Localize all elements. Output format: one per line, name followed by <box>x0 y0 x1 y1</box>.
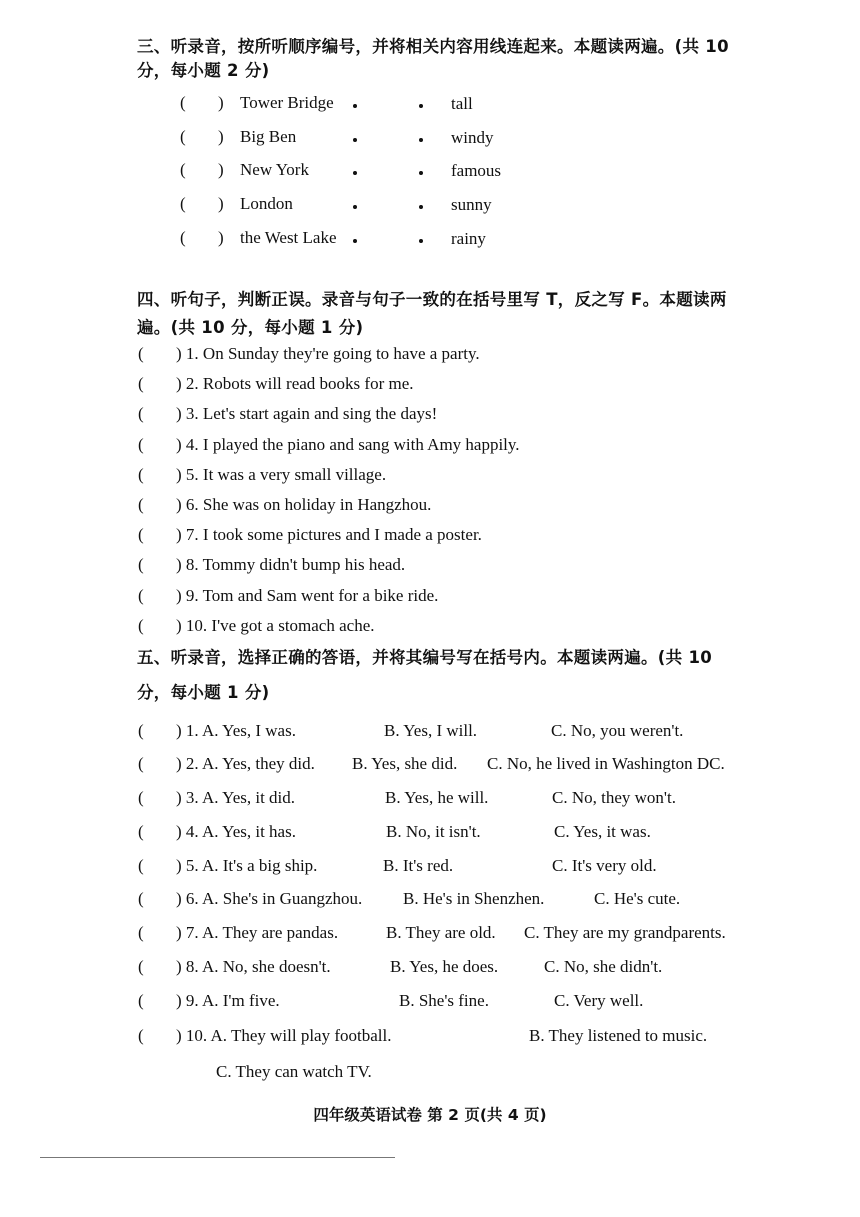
option-b: B. Yes, she did. <box>352 754 458 773</box>
matching-dot-right[interactable] <box>419 171 423 175</box>
option-c: C. Yes, it was. <box>554 822 651 841</box>
section4-title-line2: 遍。(共 10 分，每小题 1 分) <box>137 318 364 337</box>
question-text: ) 7. I took some pictures and I made a poster. <box>176 525 482 544</box>
matching-right-item: sunny <box>451 195 492 214</box>
matching-right-item: tall <box>451 94 473 113</box>
answer-paren-open[interactable]: ( <box>138 889 144 908</box>
answer-paren-open[interactable]: ( <box>138 788 144 807</box>
matching-left-item: London <box>240 194 293 213</box>
matching-right-item: famous <box>451 161 502 180</box>
option-b: B. Yes, he does. <box>390 957 499 976</box>
option-a: ) 1. A. Yes, I was. <box>176 721 296 740</box>
matching-dot-left[interactable] <box>353 171 357 175</box>
matching-dot-left[interactable] <box>353 138 357 142</box>
answer-paren-open[interactable]: ( <box>138 1026 144 1045</box>
option-c: C. It's very old. <box>552 856 657 875</box>
answer-paren-open[interactable]: ( <box>138 957 144 976</box>
question-text: ) 8. Tommy didn't bump his head. <box>176 555 406 574</box>
answer-paren-open: ( <box>180 127 186 146</box>
answer-paren-open[interactable]: ( <box>138 616 144 635</box>
matching-left-item: Big Ben <box>240 127 297 146</box>
matching-dot-right[interactable] <box>419 138 423 142</box>
option-b: B. No, it isn't. <box>386 822 481 841</box>
option-c: C. No, you weren't. <box>551 721 684 740</box>
matching-dot-right[interactable] <box>419 205 423 209</box>
option-c: C. Very well. <box>554 991 644 1010</box>
option-b: B. It's red. <box>383 856 454 875</box>
option-a: ) 3. A. Yes, it did. <box>176 788 296 807</box>
question-text: ) 5. It was a very small village. <box>176 465 387 484</box>
section5-title-line1: 五、听录音，选择正确的答语，并将其编号写在括号内。本题读两遍。(共 10 <box>137 648 713 667</box>
question-text: ) 2. Robots will read books for me. <box>176 374 414 393</box>
section4-title-line1: 四、听句子，判断正误。录音与句子一致的在括号里写 T，反之写 F。本题读两 <box>137 290 727 309</box>
option-b: B. He's in Shenzhen. <box>403 889 545 908</box>
option-b: B. They are old. <box>386 923 496 942</box>
matching-left-item: New York <box>240 160 309 179</box>
question-text: ) 3. Let's start again and sing the days! <box>176 404 438 423</box>
option-b: B. They listened to music. <box>529 1026 708 1045</box>
answer-paren-open[interactable]: ( <box>138 344 144 363</box>
question-text: ) 10. I've got a stomach ache. <box>176 616 375 635</box>
answer-paren-open[interactable]: ( <box>138 991 144 1010</box>
option-a: ) 4. A. Yes, it has. <box>176 822 296 841</box>
matching-dot-left[interactable] <box>353 239 357 243</box>
option-a: ) 7. A. They are pandas. <box>176 923 339 942</box>
option-b: B. Yes, I will. <box>384 721 478 740</box>
answer-paren-close: ) <box>218 228 224 247</box>
matching-dot-left[interactable] <box>353 205 357 209</box>
answer-paren-close: ) <box>218 127 224 146</box>
answer-paren-open: ( <box>180 93 186 112</box>
option-c: C. They are my grandparents. <box>524 923 726 942</box>
answer-paren-open[interactable]: ( <box>138 721 144 740</box>
answer-paren-open: ( <box>180 228 186 247</box>
option-c: C. No, she didn't. <box>544 957 663 976</box>
section5-title-line2: 分，每小题 1 分) <box>137 683 270 702</box>
matching-dot-right[interactable] <box>419 239 423 243</box>
answer-paren-open[interactable]: ( <box>138 923 144 942</box>
answer-paren-close: ) <box>218 93 224 112</box>
option-c: C. No, he lived in Washington DC. <box>487 754 725 773</box>
answer-paren-close: ) <box>218 194 224 213</box>
answer-paren-open[interactable]: ( <box>138 495 144 514</box>
answer-paren-open[interactable]: ( <box>138 754 144 773</box>
page-footer: 四年级英语试卷 第 2 页(共 4 页) <box>313 1106 547 1124</box>
option-b: B. She's fine. <box>399 991 489 1010</box>
section3-title-line1: 三、听录音，按所听顺序编号，并将相关内容用线连起来。本题读两遍。(共 10 <box>137 37 729 56</box>
option-a: ) 10. A. They will play football. <box>176 1026 392 1045</box>
answer-paren-close: ) <box>218 160 224 179</box>
section3-title-line2: 分，每小题 2 分) <box>137 61 270 80</box>
answer-paren-open[interactable]: ( <box>138 555 144 574</box>
matching-dot-left[interactable] <box>353 104 357 108</box>
option-c: C. They can watch TV. <box>216 1062 372 1081</box>
question-text: ) 4. I played the piano and sang with Amy happily. <box>176 435 520 454</box>
answer-paren-open[interactable]: ( <box>138 404 144 423</box>
option-b: B. Yes, he will. <box>385 788 489 807</box>
answer-paren-open[interactable]: ( <box>138 435 144 454</box>
answer-paren-open[interactable]: ( <box>138 465 144 484</box>
matching-left-item: Tower Bridge <box>240 93 334 112</box>
option-c: C. He's cute. <box>594 889 681 908</box>
option-a: ) 9. A. I'm five. <box>176 991 280 1010</box>
option-a: ) 2. A. Yes, they did. <box>176 754 315 773</box>
matching-right-item: windy <box>451 128 494 147</box>
matching-left-item: the West Lake <box>240 228 337 247</box>
option-a: ) 6. A. She's in Guangzhou. <box>176 889 363 908</box>
matching-right-item: rainy <box>451 229 486 248</box>
answer-paren-open[interactable]: ( <box>138 374 144 393</box>
answer-paren-open[interactable]: ( <box>138 822 144 841</box>
question-text: ) 6. She was on holiday in Hangzhou. <box>176 495 432 514</box>
question-text: ) 9. Tom and Sam went for a bike ride. <box>176 586 439 605</box>
option-a: ) 5. A. It's a big ship. <box>176 856 318 875</box>
question-text: ) 1. On Sunday they're going to have a party. <box>176 344 480 363</box>
answer-paren-open[interactable]: ( <box>138 856 144 875</box>
answer-paren-open: ( <box>180 194 186 213</box>
option-a: ) 8. A. No, she doesn't. <box>176 957 331 976</box>
matching-dot-right[interactable] <box>419 104 423 108</box>
option-c: C. No, they won't. <box>552 788 676 807</box>
answer-paren-open[interactable]: ( <box>138 525 144 544</box>
bottom-rule <box>40 1157 395 1158</box>
answer-paren-open[interactable]: ( <box>138 586 144 605</box>
answer-paren-open: ( <box>180 160 186 179</box>
